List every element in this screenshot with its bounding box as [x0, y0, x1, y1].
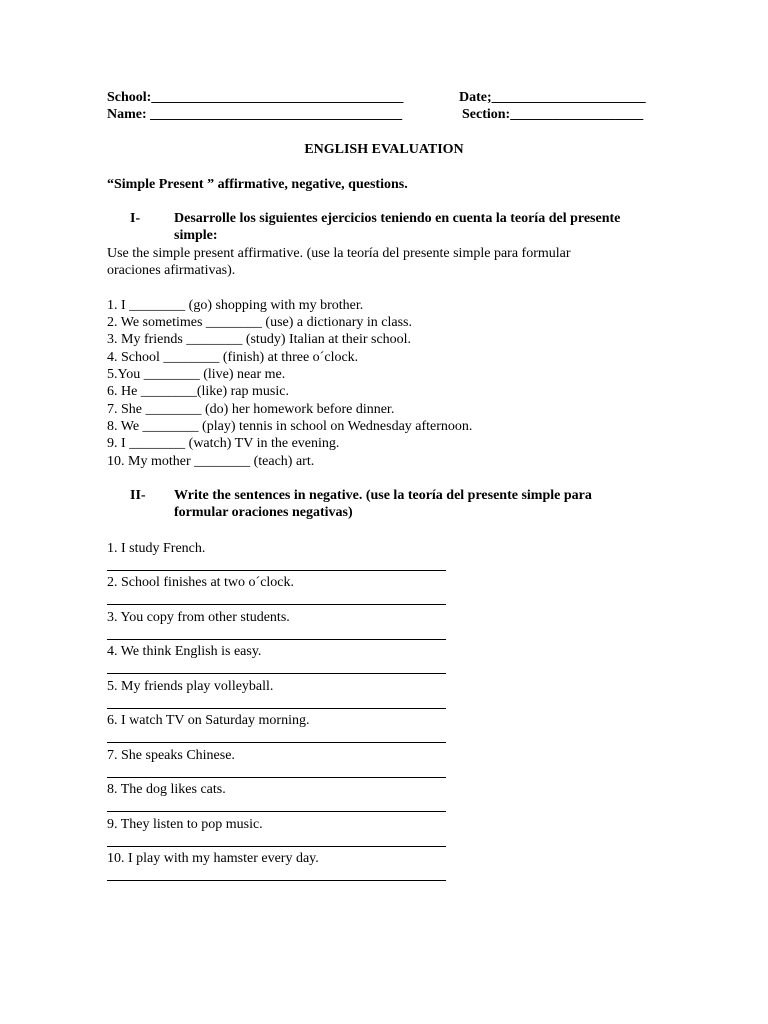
answer-line	[107, 604, 446, 605]
exercise-1-item-5: 5.You ________ (live) near me.	[107, 367, 286, 382]
exercise-2-item-5: 5. My friends play volleyball.	[107, 679, 274, 694]
exercise-2-item-9: 9. They listen to pop music.	[107, 817, 263, 832]
exercise-2-item-7: 7. She speaks Chinese.	[107, 748, 235, 763]
answer-line	[107, 570, 446, 571]
exercise-2-item-8: 8. The dog likes cats.	[107, 782, 226, 797]
section-2-heading-line2: formular oraciones negativas)	[174, 505, 353, 520]
answer-line	[107, 777, 446, 778]
section-1-heading-line2: simple:	[174, 228, 218, 243]
answer-line	[107, 708, 446, 709]
exercise-2-item-2: 2. School finishes at two o´clock.	[107, 575, 295, 590]
exercise-1-item-10: 10. My mother ________ (teach) art.	[107, 454, 315, 469]
school-field: School:____________________________________	[107, 90, 404, 105]
section-2-number: II-	[130, 488, 146, 503]
section-1-number: I-	[130, 211, 141, 226]
answer-line	[107, 639, 446, 640]
section-1-heading-line1: Desarrolle los siguientes ejercicios teniendo en cuenta la teoría del presente	[174, 211, 621, 226]
exercise-1-item-8: 8. We ________ (play) tennis in school on Wednesday afternoon.	[107, 419, 473, 434]
answer-line	[107, 811, 446, 812]
exercise-2-item-4: 4. We think English is easy.	[107, 644, 262, 659]
exercise-1-item-9: 9. I ________ (watch) TV in the evening.	[107, 436, 340, 451]
answer-line	[107, 880, 446, 881]
exercise-2-item-3: 3. You copy from other students.	[107, 610, 290, 625]
exercise-2-item-1: 1. I study French.	[107, 541, 206, 556]
section-field: Section:___________________	[462, 107, 644, 122]
section-1-instruction-line1: Use the simple present affirmative. (use la teoría del presente simple para formular	[107, 246, 571, 261]
section-1-instruction-line2: oraciones afirmativas).	[107, 263, 236, 278]
answer-line	[107, 742, 446, 743]
page-subtitle: “Simple Present ” affirmative, negative, questions.	[107, 177, 408, 192]
answer-line	[107, 846, 446, 847]
page-title: ENGLISH EVALUATION	[304, 142, 464, 157]
exercise-1-item-4: 4. School ________ (finish) at three o´clock.	[107, 350, 359, 365]
exercise-2-item-6: 6. I watch TV on Saturday morning.	[107, 713, 310, 728]
exercise-2-item-10: 10. I play with my hamster every day.	[107, 851, 319, 866]
exercise-1-item-6: 6. He ________(like) rap music.	[107, 384, 289, 399]
answer-line	[107, 673, 446, 674]
exercise-1-item-1: 1. I ________ (go) shopping with my brother.	[107, 298, 364, 313]
date-field: Date;______________________	[459, 90, 646, 105]
name-field: Name: ____________________________________	[107, 107, 403, 122]
section-2-heading-line1: Write the sentences in negative. (use la teoría del presente simple para	[174, 488, 592, 503]
exercise-1-item-2: 2. We sometimes ________ (use) a dictionary in class.	[107, 315, 412, 330]
exercise-1-item-3: 3. My friends ________ (study) Italian at their school.	[107, 332, 412, 347]
exercise-1-item-7: 7. She ________ (do) her homework before dinner.	[107, 402, 395, 417]
